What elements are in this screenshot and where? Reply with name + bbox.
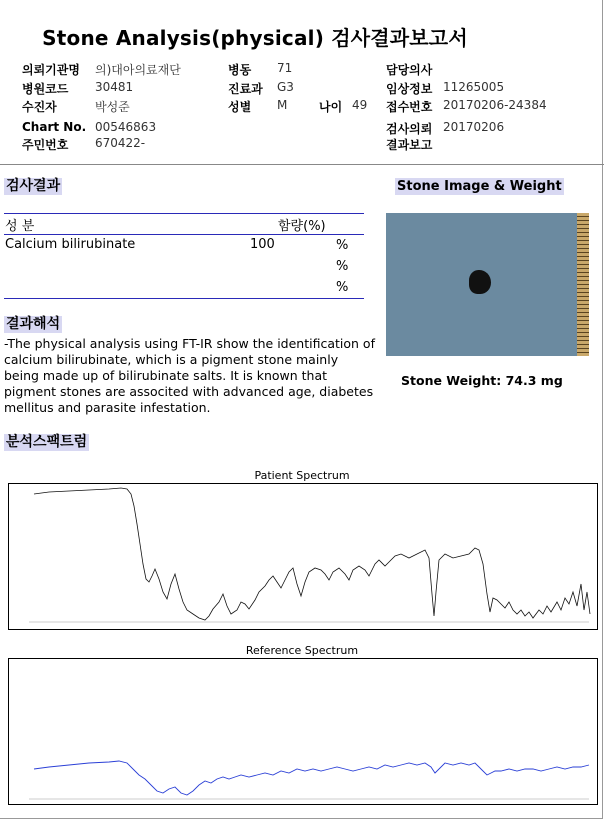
stone-weight: [401, 373, 563, 388]
patient-value: 박성준: [95, 100, 130, 114]
request-value: 20170206: [443, 120, 505, 134]
table-top-line: [4, 213, 364, 214]
doctor-label: 담당의사: [386, 63, 433, 77]
sex-label: 성별: [228, 100, 252, 114]
ruler: [577, 213, 589, 356]
dept-label: 진료과: [228, 82, 263, 96]
unit-percent: %: [336, 280, 349, 295]
unit-percent: %: [336, 259, 349, 274]
patient-label: 수진자: [22, 100, 57, 114]
results-section-title: 검사결과: [6, 178, 61, 194]
interpretation-section-title: 결과해석: [6, 316, 61, 332]
patient-spectrum-title: Patient Spectrum: [254, 469, 350, 482]
reference-spectrum-title: Reference Spectrum: [245, 644, 359, 657]
id-label: 주민번호: [22, 138, 69, 152]
institution-value: 의)대아의료재단: [95, 63, 181, 77]
hospital-code-label: 병원코드: [22, 82, 69, 96]
stone-photo: [386, 213, 589, 356]
table-bottom-line: [4, 298, 364, 299]
request-label: 검사의뢰: [386, 122, 433, 136]
component-value: 100: [250, 237, 275, 252]
ward-label: 병동: [228, 63, 252, 77]
patient-spectrum-svg: [9, 484, 597, 629]
clinical-label: 임상정보: [386, 82, 433, 96]
receipt-value: 20170206-24384: [443, 98, 547, 112]
col-component-header: 성 분: [5, 219, 35, 234]
component-name: Calcium bilirubinate: [5, 237, 136, 252]
reference-spectrum-svg: [9, 659, 597, 804]
unit-percent: %: [336, 238, 349, 253]
stone-weight-label: Stone Weight:: [401, 373, 502, 388]
hospital-code-value: 30481: [95, 80, 134, 94]
table-header-line: [4, 234, 364, 235]
chart-label: Chart No.: [22, 120, 87, 134]
clinical-value: 11265005: [443, 80, 505, 94]
report-title: Stone Analysis(physical) 검사결과보고서: [42, 26, 468, 50]
spectrum-section-title: 분석스팩트럼: [6, 434, 88, 450]
col-content-header: 함량(%): [278, 219, 326, 234]
reference-spectrum-plot: [8, 658, 598, 805]
chart-value: 00546863: [95, 120, 157, 134]
dept-value: G3: [277, 80, 294, 94]
report-label: 결과보고: [386, 138, 433, 152]
age-value: 49: [352, 98, 368, 112]
sex-value: M: [277, 98, 288, 112]
id-value: 670422-: [95, 136, 146, 150]
receipt-label: 접수번호: [386, 100, 433, 114]
institution-label: 의뢰기관명: [22, 63, 80, 77]
age-label: 나이: [319, 100, 343, 114]
stone-weight-unit: mg: [540, 373, 563, 388]
stone-image-title: Stone Image & Weight: [397, 179, 562, 194]
stone-weight-value: 74.3: [505, 373, 537, 388]
stone-specimen: [469, 270, 491, 294]
patient-spectrum-plot: [8, 483, 598, 630]
header-divider: [0, 164, 604, 165]
ward-value: 71: [277, 61, 293, 75]
interpretation-text: -The physical analysis using FT-IR show the identification of calcium bilirubinate, which is a pigment stone mainly being made up of bilirubinate salts. It is known that pigment stones are associted with advanced age, diabetes mellitus and parasite infestation.: [4, 336, 375, 415]
